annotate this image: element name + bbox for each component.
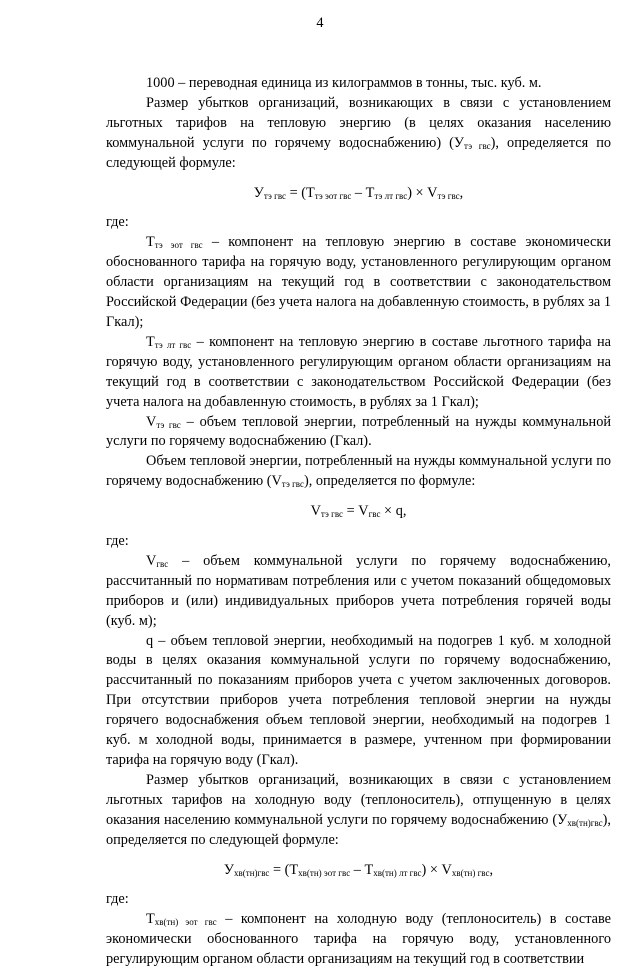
definition-v-gvs: $V_{гвс}$ – объем коммунальной услуги по горячему водоснабжению, рассчитанный по нормативам потребления или с учетом показаний общедомовых приборов и (или) индивидуальных приборов учета потребления горячей воды (куб. м); — [106, 552, 611, 629]
definition-t-lt: $Т_{тэ лт гвс}$ – компонент на тепловую энергию в составе льготного тарифа на горячую воду, установленного регулирующим органом области организациям на текущий год в соответствии с законодательством Российской Федерации (без учета налога на добавленную стоимость, в рублях за 1 Гкал); — [106, 333, 611, 410]
where-label: где: — [106, 214, 129, 231]
formula-cold-water-losses: $У_{хв(тн)гвс} = (Т_{хв(тн) эот гвс} - Т_{хв(тн) лт гвс}) \times V_{хв(тн) гвс}$, — [223, 861, 494, 878]
paragraph-conversion-unit: 1000 – переводная единица из килограммов в тонны, тыс. куб. м. — [146, 75, 542, 91]
paragraph-cold-water-losses: Размер убытков организаций, возникающих в связи с установлением льготных тарифов на холодную воду (теплоноситель), отпущенную в целях оказания населению коммунальной услуги по горячему водоснабжению $(У_{хв(тн)гвс})$, определяется по следующей формуле: — [106, 771, 611, 848]
page-number: 4 — [316, 15, 324, 31]
where-label: где: — [106, 891, 129, 908]
formula-heat-volume: $V_{тэ гвс} = V_{гвс} \times q$, — [310, 503, 407, 520]
definition-v-te: $V_{тэ гвс}$ – объем тепловой энергии, потребленный на нужды коммунальной услуги по горячему водоснабжению (Гкал). — [106, 413, 612, 450]
definition-t-hv-eot: $Т_{хв(тн) эот гвс}$ – компонент на холодную воду (теплоноситель) в составе экономически обоснованного тарифа на горячую воду, установленного регулирующим органом области организациям на текущий год в соответствии — [106, 911, 611, 968]
paragraph-heat-losses: Размер убытков организаций, возникающих в связи с установлением льготных тарифов на тепловую энергию (в целях оказания населению коммунальной услуги по горячему водоснабжению) $(У_{тэ гвс})$, определяется по следующей формуле: — [106, 94, 612, 171]
paragraph-heat-volume: Объем тепловой энергии, потребленный на нужды коммунальной услуги по горячему водоснабжению $(V_{тэ гвс})$, определяется по формуле: — [106, 453, 611, 490]
definition-t-eot: $Т_{тэ эот гвс}$ – компонент на тепловую энергию в составе экономически обоснованного тарифа на горячую воду, установленного регулирующим органом области организациям на текущий год в соответствии с законодательством Российской Федерации (без учета налога на добавленную стоимость, в рублях за 1 Гкал); — [106, 234, 611, 330]
where-label: где: — [106, 533, 129, 550]
document-body — [106, 74, 611, 970]
formula-heat-losses: $У_{тэ гвс} = (Т_{тэ эот гвс} - Т_{тэ лт гвс}) \times V_{тэ гвс}$, — [253, 184, 464, 201]
definition-q: q – объем тепловой энергии, необходимый на подогрев 1 куб. м холодной воды в целях оказания коммунальной услуги по горячему водоснабжению, рассчитанный по показаниям приборов учета с учетом заключенных договоров. При отсутствии приборов учета потребления тепловой энергии на нужды горячего водоснабжения объем тепловой энергии, необходимый на подогрев 1 куб. м холодной воды, принимается в размере, учтенном при формировании тарифа на горячую воду (Гкал). — [106, 632, 611, 768]
